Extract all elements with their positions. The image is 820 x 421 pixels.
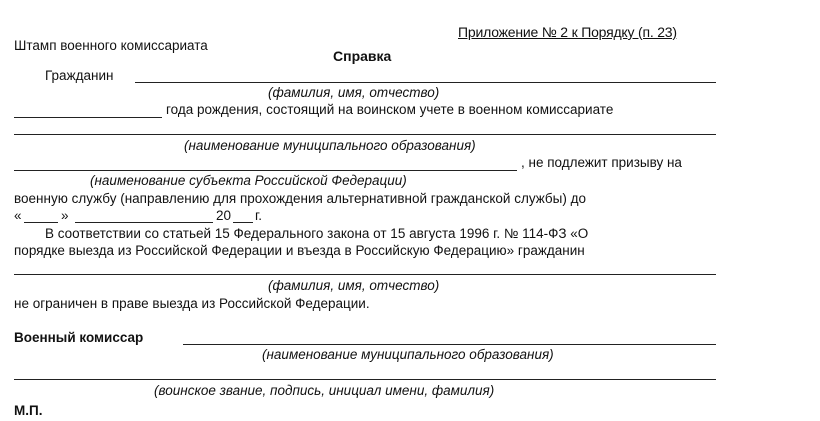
appendix-reference: Приложение № 2 к Порядку (п. 23) bbox=[458, 24, 677, 40]
law-text-line-1: В соответствии со статьей 15 Федерального закона от 15 августа 1996 г. № 114-ФЗ «О bbox=[45, 226, 589, 241]
birth-text: года рождения, состоящий на воинском учете в военном комиссариате bbox=[166, 102, 614, 117]
caption-fio-1: (фамилия, имя, отчество) bbox=[268, 85, 440, 100]
not-subject-text: , не подлежит призыву на bbox=[521, 155, 682, 170]
subject-blank bbox=[14, 170, 517, 171]
service-text: военную службу (направлению для прохождения альтернативной гражданской службы) до bbox=[14, 191, 586, 206]
date-open-quote: « bbox=[14, 208, 22, 223]
caption-signature: (воинское звание, подпись, инициал имени, фамилия) bbox=[154, 383, 495, 398]
law-text-line-2: порядке выезда из Российской Федерации и въезда в Российскую Федерацию» гражданин bbox=[14, 243, 585, 258]
birth-year-blank bbox=[14, 117, 162, 118]
date-year-suffix: г. bbox=[255, 208, 263, 223]
date-month-blank bbox=[75, 222, 213, 223]
caption-subject: (наименование субъекта Российской Федерации) bbox=[90, 173, 407, 188]
commissar-label: Военный комиссар bbox=[14, 330, 144, 345]
caption-municipality-2: (наименование муниципального образования) bbox=[262, 347, 554, 362]
date-close-quote: » bbox=[61, 208, 69, 223]
citizen-label: Гражданин bbox=[45, 68, 114, 83]
commissar-municipality-blank bbox=[183, 344, 716, 345]
caption-fio-2: (фамилия, имя, отчество) bbox=[268, 278, 440, 293]
stamp-label: Штамп военного комиссариата bbox=[14, 38, 208, 53]
citizen-fio-blank bbox=[135, 82, 716, 83]
citizen-fio-blank-2 bbox=[14, 274, 716, 275]
date-year-blank bbox=[233, 222, 253, 223]
commissariat-municipality-blank bbox=[14, 134, 716, 135]
caption-municipality-1: (наименование муниципального образования) bbox=[184, 138, 476, 153]
seal-label: М.П. bbox=[14, 403, 43, 418]
document-title: Справка bbox=[333, 48, 392, 64]
date-day-blank bbox=[24, 222, 58, 223]
signature-blank bbox=[14, 379, 716, 380]
date-year-prefix: 20 bbox=[216, 208, 232, 223]
not-limited-text: не ограничен в праве выезда из Российской Федерации. bbox=[14, 296, 370, 311]
